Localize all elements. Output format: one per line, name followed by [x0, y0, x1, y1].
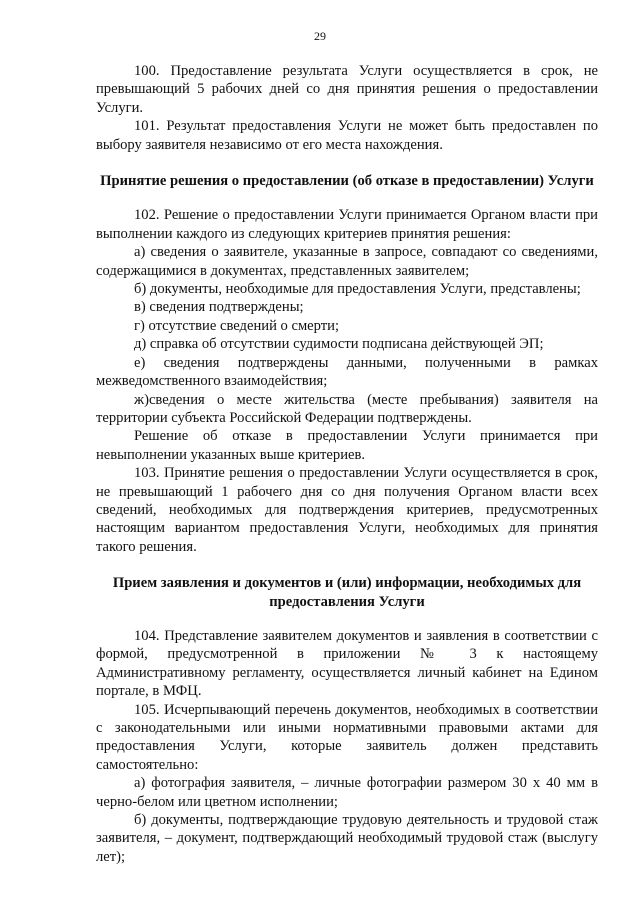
paragraph-104: 104. Представление заявителем документов и заявления в соответствии с формой, предусмотренной в приложении № 3 к настоящему Административному регламенту, осуществляется личный кабинет на Едином портале, в МФЦ.: [96, 627, 598, 700]
criterion-d: д) справка об отсутствии судимости подписана действующей ЭП;: [134, 336, 544, 353]
paragraph-105: 105. Исчерпывающий перечень документов, необходимых в соответствии с законодательными или иными нормативными правовыми актами для предоставления Услуги, которые заявитель должен представить самостоятельно:: [96, 701, 598, 773]
criterion-b: б) документы, необходимые для предоставления Услуги, представлены;: [134, 281, 581, 298]
paragraph-100: 100. Предоставление результата Услуги осуществляется в срок, не превышающий 5 рабочих дней со дня принятия решения о предоставлении Услуги.: [96, 63, 598, 116]
document-body: [96, 62, 598, 866]
paragraph-refusal: Решение об отказе в предоставлении Услуги принимается при невыполнении указанных выше критериев.: [96, 428, 598, 463]
document-item-a: а) фотография заявителя, – личные фотографии размером 30 x 40 мм в черно-белом или цветном исполнении;: [96, 775, 598, 810]
criterion-v: в) сведения подтверждены;: [134, 299, 304, 316]
criterion-zh: ж)сведения о месте жительства (месте пребывания) заявителя на территории субъекта Российской Федерации подтверждены.: [96, 391, 598, 426]
criterion-e: е) сведения подтверждены данными, полученными в рамках межведомственного взаимодействия;: [96, 354, 598, 390]
criterion-g: г) отсутствие сведений о смерти;: [134, 317, 340, 334]
page-number: 29: [314, 29, 326, 43]
paragraph-101: 101. Результат предоставления Услуги не может быть предоставлен по выбору заявителя независимо от его места нахождения.: [96, 118, 598, 153]
paragraph-103: 103. Принятие решения о предоставлении Услуги осуществляется в срок, не превышающий 1 рабочего дня со дня получения Органом власти всех сведений, необходимых для подтверждения критериев, предусмотренных настоящим вариантом предоставления Услуги, необходимых для принятия такого решения.: [96, 465, 598, 555]
document-item-b: б) документы, подтверждающие трудовую деятельность и трудовой стаж заявителя, – документ, подтверждающий необходимый трудовой стаж (выслугу лет);: [96, 812, 598, 865]
criterion-a: а) сведения о заявителе, указанные в запросе, совпадают со сведениями, содержащимися в документах, представленных заявителем;: [96, 244, 598, 279]
section-heading-decision: Принятие решения о предоставлении (об отказе в предоставлении) Услуги: [100, 173, 594, 190]
section-heading-reception: Прием заявления и документов и (или) информации, необходимых для предоставления Услуги: [112, 575, 582, 610]
paragraph-102: 102. Решение о предоставлении Услуги принимается Органом власти при выполнении каждого из следующих критериев принятия решения:: [96, 207, 598, 242]
